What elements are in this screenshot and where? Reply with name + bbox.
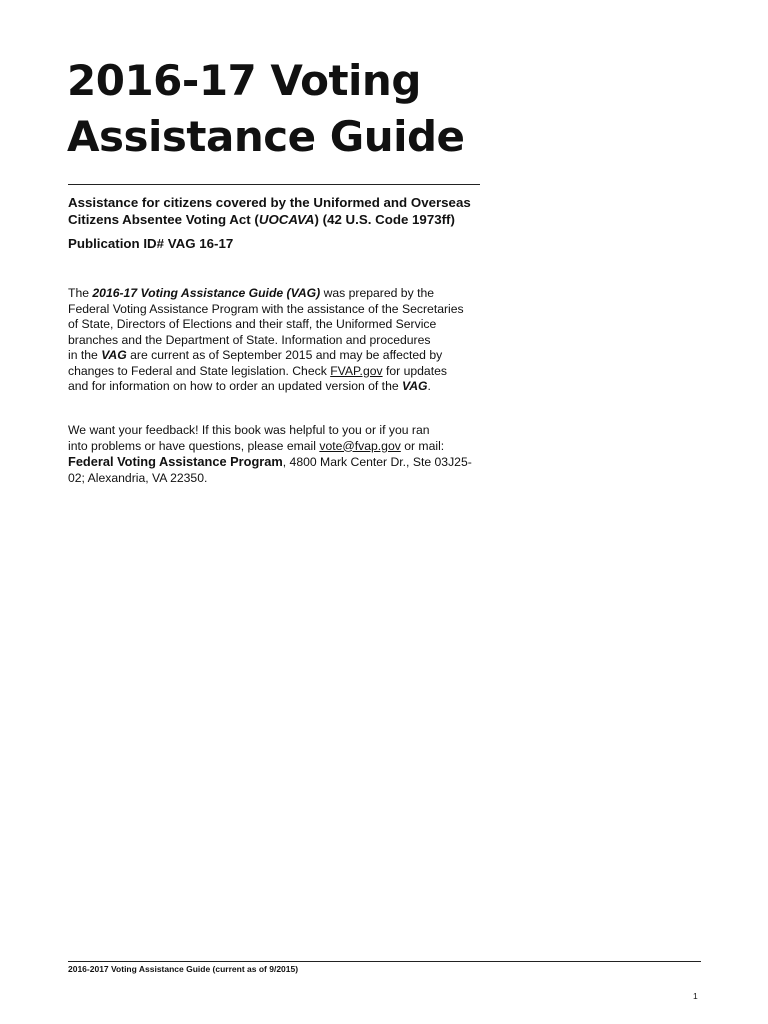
intro-line-5-post: are current as of September 2015 and may be affected by xyxy=(126,348,443,362)
feedback-paragraph xyxy=(68,423,488,486)
intro-line-1 xyxy=(68,286,488,302)
intro-line-6 xyxy=(68,364,488,380)
feedback-line-4: 02; Alexandria, VA 22350. xyxy=(68,470,208,485)
intro-line-1-pre: The xyxy=(68,286,93,300)
subtitle-line-2-pre: Citizens Absentee Voting Act ( xyxy=(68,212,259,227)
feedback-line-2-pre: into problems or have questions, please email xyxy=(68,438,320,453)
intro-line-7-post: . xyxy=(427,379,431,393)
feedback-line-3 xyxy=(68,454,488,471)
intro-line-6-pre: changes to Federal and State legislation. Check xyxy=(68,363,331,378)
feedback-line-2-post: or mail: xyxy=(400,438,445,453)
footer-divider xyxy=(68,961,701,962)
intro-paragraph xyxy=(68,286,488,395)
intro-line-7 xyxy=(68,379,488,395)
intro-line-2: Federal Voting Assistance Program with the assistance of the Secretaries xyxy=(68,301,464,316)
subtitle xyxy=(68,194,488,228)
vag-emphasis: VAG xyxy=(402,379,428,393)
email-link[interactable]: vote@fvap.gov xyxy=(319,438,401,453)
publication-id: Publication ID# VAG 16-17 xyxy=(68,236,234,251)
intro-line-5 xyxy=(68,348,488,364)
intro-line-5-pre: in the xyxy=(68,348,102,362)
title-divider xyxy=(68,184,480,185)
act-abbreviation: UOCAVA xyxy=(258,212,315,227)
intro-line-6-post: for updates xyxy=(382,363,447,378)
title-line-1: 2016-17 Voting xyxy=(67,56,421,105)
subtitle-line-2 xyxy=(68,211,488,228)
guide-title-emphasis: 2016-17 Voting Assistance Guide (VAG) xyxy=(92,286,321,300)
feedback-line-1: We want your feedback! If this book was helpful to you or if you ran xyxy=(68,423,430,437)
footer-text: 2016-2017 Voting Assistance Guide (current as of 9/2015) xyxy=(68,964,299,974)
feedback-line-2 xyxy=(68,439,488,455)
fvap-link[interactable]: FVAP.gov xyxy=(330,363,383,378)
intro-line-3: of State, Directors of Elections and their staff, the Uniformed Service xyxy=(68,317,437,331)
organization-name: Federal Voting Assistance Program xyxy=(68,454,283,469)
subtitle-line-2-post: ) (42 U.S. Code 1973ff) xyxy=(314,212,455,227)
title-line-2: Assistance Guide xyxy=(67,112,465,161)
page-title xyxy=(67,53,527,165)
intro-line-7-pre: and for information on how to order an updated version of the xyxy=(68,379,403,393)
vag-emphasis: VAG xyxy=(101,348,127,362)
subtitle-line-1: Assistance for citizens covered by the Uniformed and Overseas xyxy=(68,195,471,210)
intro-line-4: branches and the Department of State. Information and procedures xyxy=(68,332,431,347)
page-number: 1 xyxy=(693,991,698,1001)
feedback-line-3-post: , 4800 Mark Center Dr., Ste 03J25- xyxy=(282,455,472,469)
intro-line-1-post: was prepared by the xyxy=(320,286,435,300)
